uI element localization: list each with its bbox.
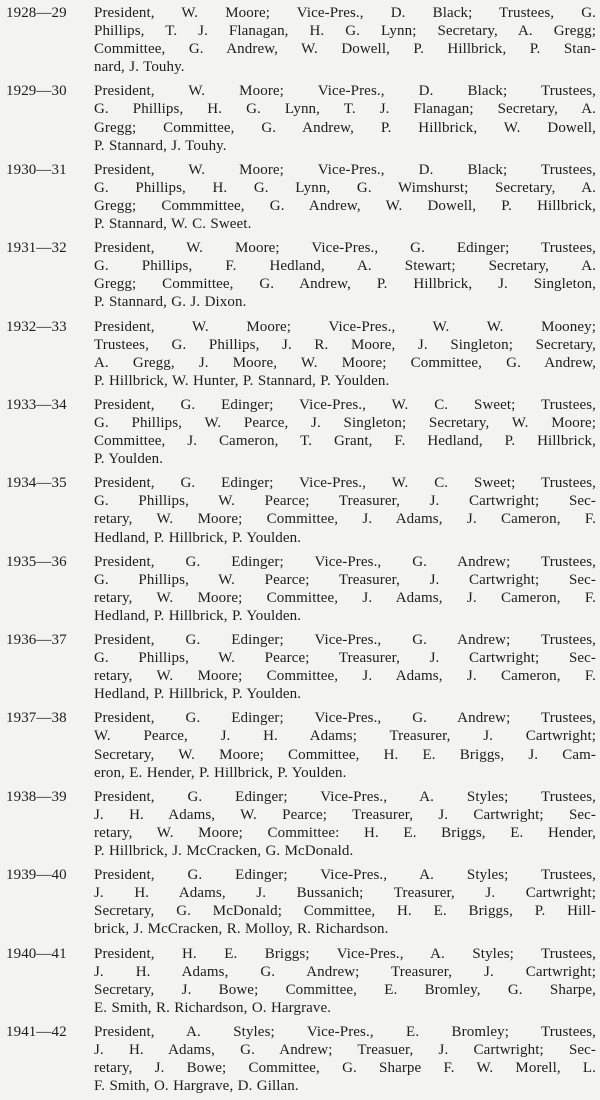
text-line: Secretary, G. McDonald; Committee, H. E. Briggs, P. Hill- <box>94 903 596 920</box>
year-entry <box>6 709 596 781</box>
text-line: President, G. Edinger; Vice-Pres., W. C. Sweet; Trustees, <box>94 396 596 413</box>
year-entry <box>6 1023 596 1095</box>
year-range: 1934—35 <box>6 475 67 492</box>
year-range: 1941—42 <box>6 1023 67 1040</box>
year-range: 1936—37 <box>6 632 67 648</box>
text-line: President, G. Edinger; Vice-Pres., G. Andrew; Trustees, <box>94 710 596 727</box>
text-line: J. H. Adams, J. Bussanich; Treasurer, J. Cartwright; <box>94 885 596 902</box>
text-line: G. Phillips, W. Pearce; Treasurer, J. Cartwright; Sec- <box>94 650 596 667</box>
office-bearers-text <box>94 1023 596 1095</box>
text-line: A. Gregg, J. Moore, W. Moore; Committee, G. Andrew, <box>94 354 596 371</box>
text-line: retary, W. Moore; Committee, J. Adams, J. Cameron, F. <box>94 589 596 606</box>
year-entry <box>6 318 596 390</box>
text-line: G. Phillips, H. G. Lynn, G. Wimshurst; Secretary, A. <box>94 179 596 196</box>
text-line: P. Youlden. <box>94 451 164 468</box>
text-line: President, W. Moore; Vice-Pres., W. W. Mooney; <box>94 318 596 335</box>
text-line: Gregg; Committee, G. Andrew, P. Hillbrick, J. Singleton, <box>94 276 596 293</box>
text-line: brick, J. McCracken, R. Molloy, R. Richardson. <box>94 921 389 938</box>
year-entry <box>6 239 596 311</box>
year-entry <box>6 553 596 625</box>
text-line: retary, W. Moore; Committee: H. E. Briggs, E. Hender, <box>94 824 596 841</box>
year-entry <box>6 866 596 938</box>
text-line: President, G. Edinger; Vice-Pres., W. C. Sweet; Trustees, <box>94 475 596 492</box>
text-line: P. Stannard, G. J. Dixon. <box>94 294 247 311</box>
year-entry <box>6 396 596 468</box>
text-line: retary, W. Moore; Committee, J. Adams, J. Cameron, F. <box>94 668 596 685</box>
year-range: 1939—40 <box>6 867 67 884</box>
text-line: retary, W. Moore; Committee, J. Adams, J. Cameron, F. <box>94 511 596 528</box>
text-line: President, W. Moore; Vice-Pres., D. Black; Trustees, G. <box>94 5 596 21</box>
year-entry <box>6 631 596 703</box>
text-line: Committee, G. Andrew, W. Dowell, P. Hillbrick, P. Stan- <box>94 41 596 58</box>
text-line: Secretary, W. Moore; Committee, H. E. Briggs, J. Cam- <box>94 746 596 763</box>
year-range: 1928—29 <box>6 5 67 21</box>
text-line: P. Hillbrick, J. McCracken, G. McDonald. <box>94 843 354 860</box>
text-line: W. Pearce, J. H. Adams; Treasurer, J. Cartwright; <box>94 728 596 745</box>
text-line: Gregg; Committee, G. Andrew, P. Hillbrick, W. Dowell, <box>94 119 596 136</box>
office-bearers-text <box>94 161 596 233</box>
text-line: Hedland, P. Hillbrick, P. Youlden. <box>94 686 302 703</box>
text-line: eron, E. Hender, P. Hillbrick, P. Youlden. <box>94 764 347 781</box>
text-line: President, G. Edinger; Vice-Pres., A. Styles; Trustees, <box>94 788 596 805</box>
text-line: P. Stannard, J. Touhy. <box>94 137 227 154</box>
office-bearers-text <box>94 4 596 76</box>
text-line: President, G. Edinger; Vice-Pres., A. Styles; Trustees, <box>94 867 596 884</box>
text-line: retary, J. Bowe; Committee, G. Sharpe F. W. Morell, L. <box>94 1060 596 1077</box>
year-range: 1930—31 <box>6 161 67 178</box>
year-entry <box>6 4 596 76</box>
text-line: P. Hillbrick, W. Hunter, P. Stannard, P. Youlden. <box>94 372 390 389</box>
text-line: G. Phillips, H. G. Lynn, T. J. Flanagan; Secretary, A. <box>94 101 596 118</box>
office-bearers-text <box>94 553 596 625</box>
office-bearers-text <box>94 866 596 938</box>
office-bearers-text <box>94 474 596 546</box>
office-bearers-text <box>94 318 596 390</box>
text-line: President, W. Moore; Vice-Pres., G. Edinger; Trustees, <box>94 240 596 257</box>
text-line: President, W. Moore; Vice-Pres., D. Black; Trustees, <box>94 161 596 178</box>
office-bearers-text <box>94 396 596 468</box>
year-entry <box>6 161 596 233</box>
year-entry <box>6 788 596 860</box>
year-entry <box>6 82 596 154</box>
text-line: E. Smith, R. Richardson, O. Hargrave. <box>94 999 332 1016</box>
text-line: President, A. Styles; Vice-Pres., E. Bromley; Trustees, <box>94 1023 596 1040</box>
text-line: nard, J. Touhy. <box>94 59 185 76</box>
year-range: 1933—34 <box>6 396 67 413</box>
text-line: Hedland, P. Hillbrick, P. Youlden. <box>94 607 302 624</box>
text-line: G. Phillips, W. Pearce; Treasurer, J. Cartwright; Sec- <box>94 493 596 510</box>
year-range: 1929—30 <box>6 83 67 100</box>
text-line: G. Phillips, W. Pearce; Treasurer, J. Cartwright; Sec- <box>94 571 596 588</box>
year-range: 1938—39 <box>6 788 67 805</box>
text-line: Trustees, G. Phillips, J. R. Moore, J. Singleton; Secretary, <box>94 336 596 353</box>
text-line: J. H. Adams, G. Andrew; Treasuer, J. Cartwright; Sec- <box>94 1041 596 1058</box>
year-range: 1940—41 <box>6 945 67 962</box>
year-entry <box>6 945 596 1017</box>
text-line: G. Phillips, F. Hedland, A. Stewart; Secretary, A. <box>94 258 596 275</box>
text-line: Gregg; Commmittee, G. Andrew, W. Dowell, P. Hillbrick, <box>94 197 596 214</box>
text-line: President, G. Edinger; Vice-Pres., G. Andrew; Trustees, <box>94 632 596 648</box>
year-entry <box>6 474 596 546</box>
year-range: 1937—38 <box>6 710 67 727</box>
office-bearers-text <box>94 709 596 781</box>
office-bearers-text <box>94 945 596 1017</box>
text-line: Secretary, J. Bowe; Committee, E. Bromley, G. Sharpe, <box>94 981 596 998</box>
text-line: F. Smith, O. Hargrave, D. Gillan. <box>94 1078 299 1095</box>
text-line: P. Stannard, W. C. Sweet. <box>94 216 252 233</box>
text-line: Phillips, T. J. Flanagan, H. G. Lynn; Secretary, A. Gregg; <box>94 23 596 40</box>
year-range: 1932—33 <box>6 318 67 335</box>
office-bearers-text <box>94 631 596 703</box>
text-line: President, W. Moore; Vice-Pres., D. Black; Trustees, <box>94 83 596 100</box>
text-line: President, G. Edinger; Vice-Pres., G. Andrew; Trustees, <box>94 553 596 570</box>
text-line: G. Phillips, W. Pearce, J. Singleton; Secretary, W. Moore; <box>94 414 596 431</box>
office-bearers-text <box>94 788 596 860</box>
office-bearers-text <box>94 239 596 311</box>
text-line: J. H. Adams, W. Pearce; Treasurer, J. Cartwright; Sec- <box>94 806 596 823</box>
office-bearers-text <box>94 82 596 154</box>
text-line: J. H. Adams, G. Andrew; Treasurer, J. Cartwright; <box>94 963 596 980</box>
year-range: 1931—32 <box>6 240 67 257</box>
text-line: Hedland, P. Hillbrick, P. Youlden. <box>94 529 302 546</box>
text-line: Committee, J. Cameron, T. Grant, F. Hedland, P. Hillbrick, <box>94 433 596 450</box>
text-line: President, H. E. Briggs; Vice-Pres., A. Styles; Trustees, <box>94 945 596 962</box>
year-range: 1935—36 <box>6 553 67 570</box>
